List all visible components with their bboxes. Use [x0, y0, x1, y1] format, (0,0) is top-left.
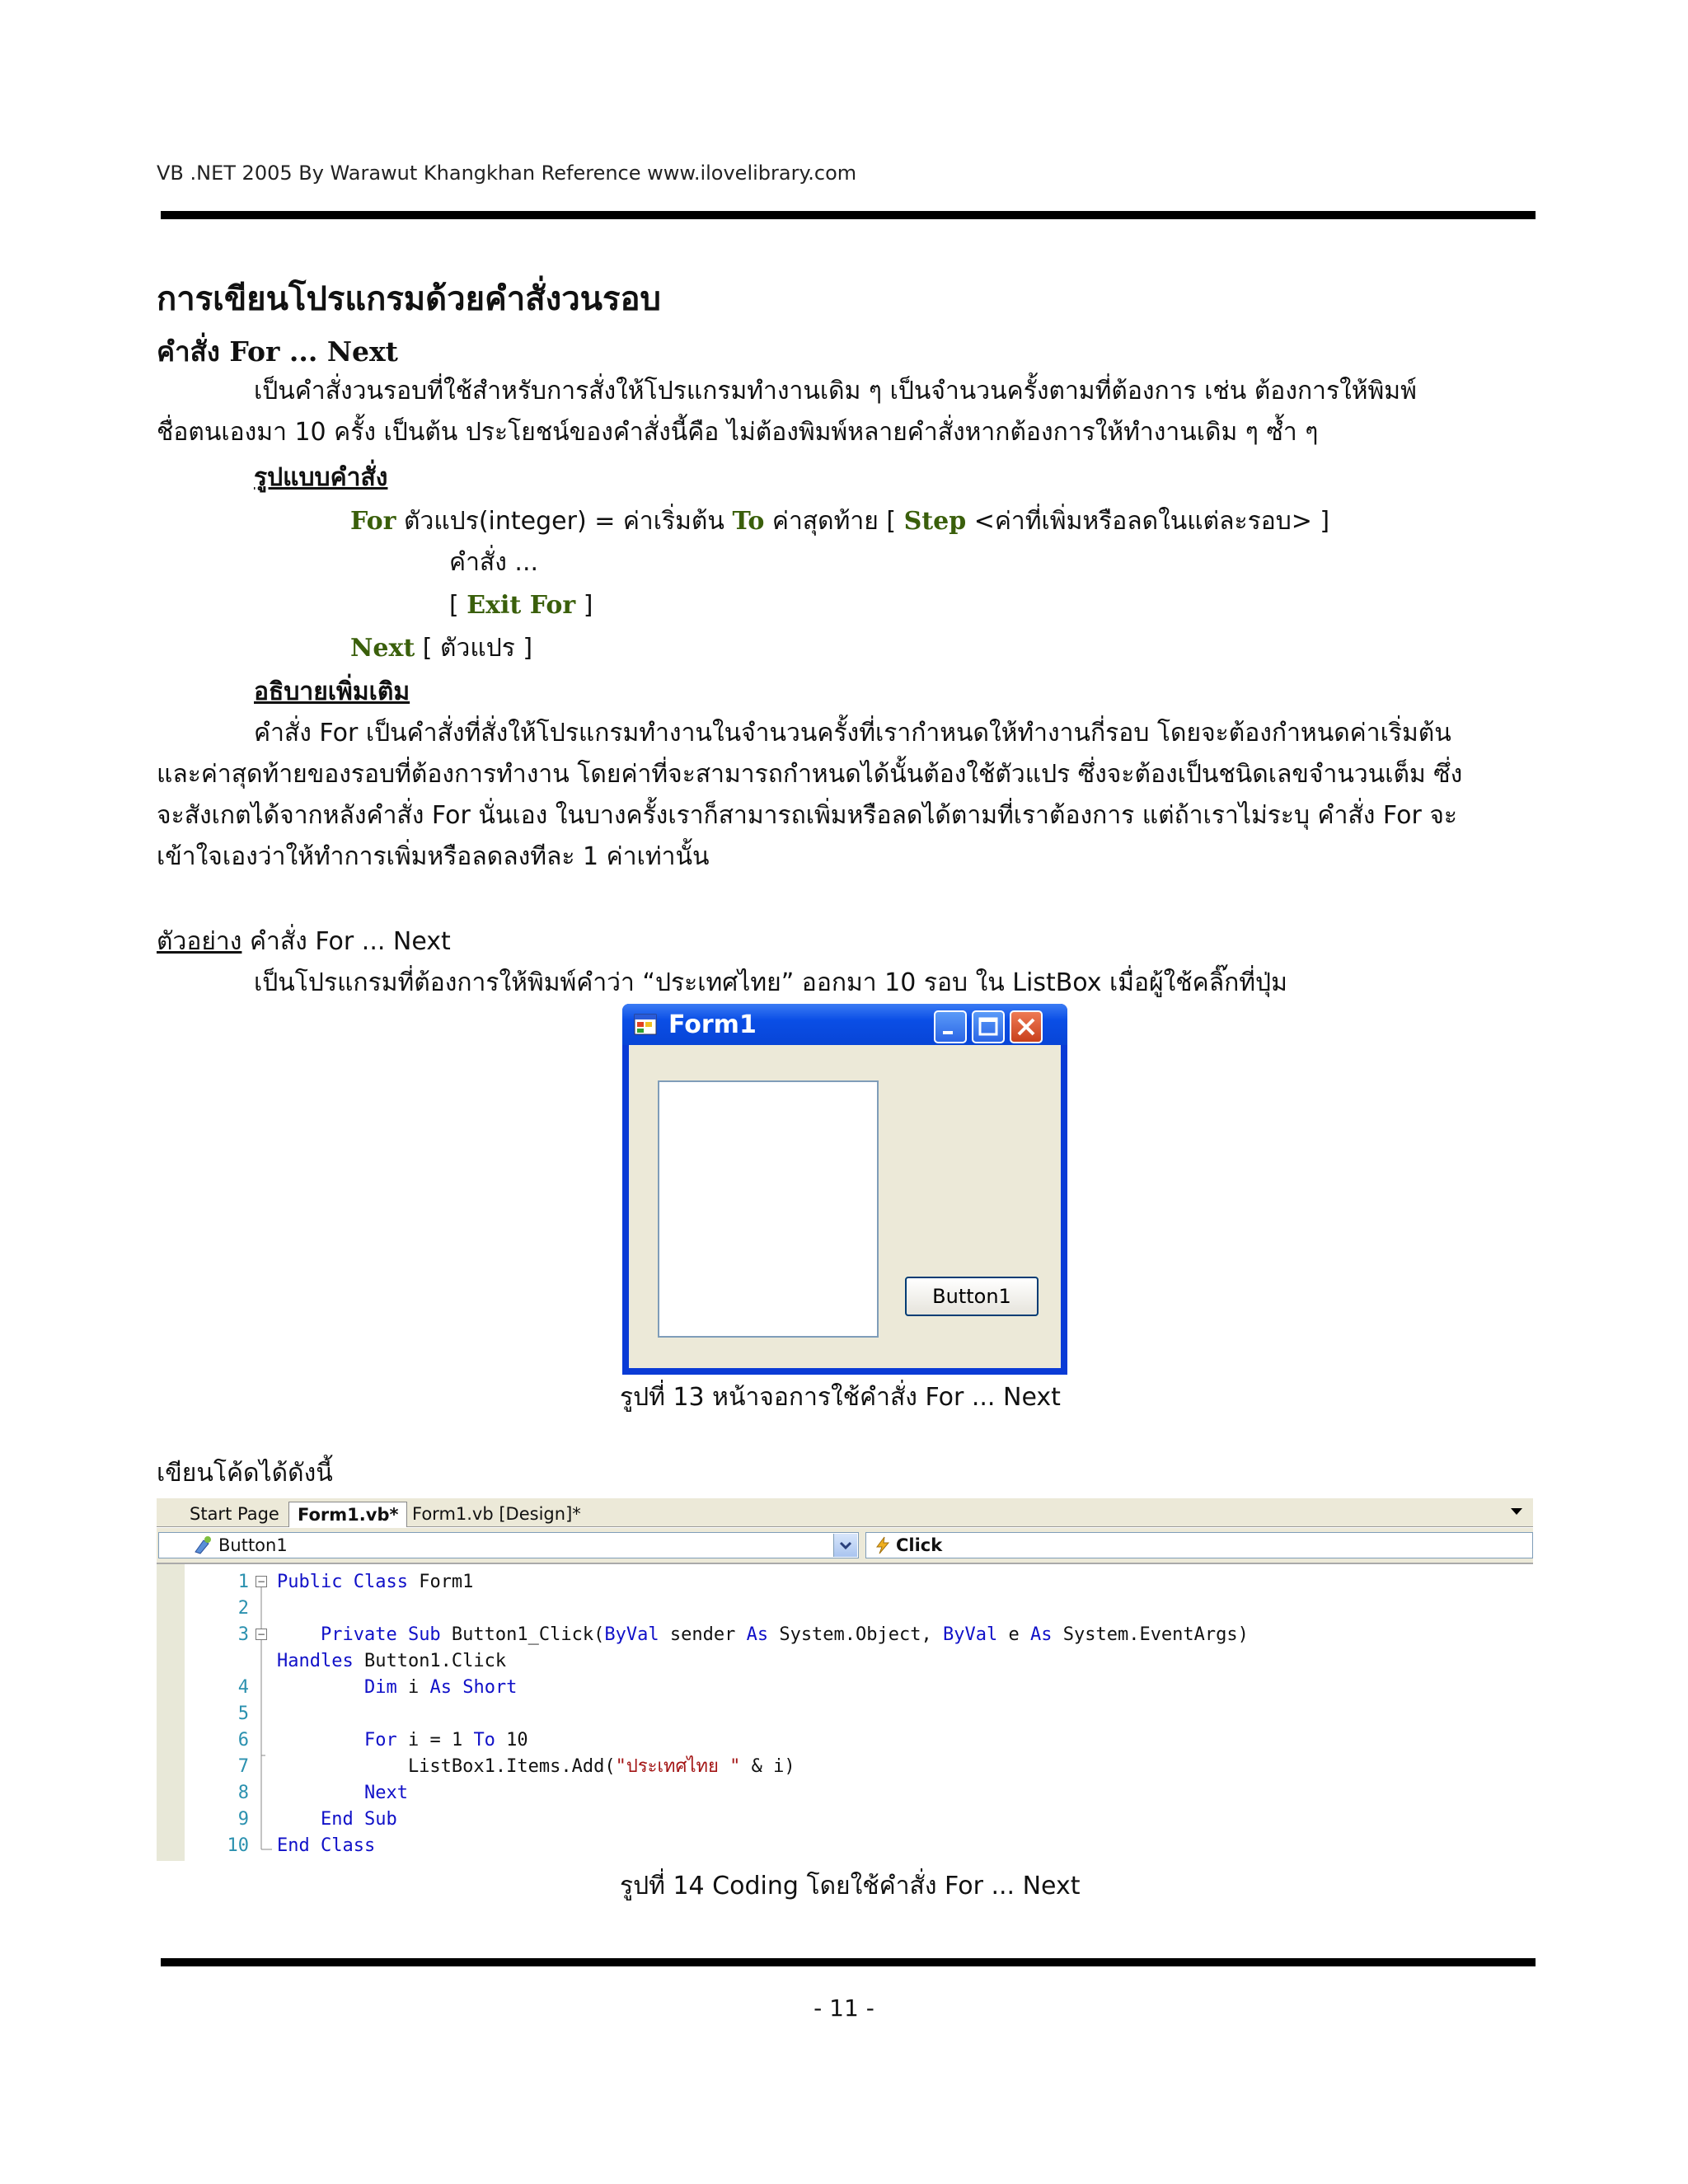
syntax-next-line	[350, 628, 532, 669]
form1-titlebar[interactable]	[622, 1004, 1067, 1045]
page-header: VB .NET 2005 By Warawut Khangkhan Reference www.ilovelibrary.com	[157, 162, 857, 185]
line-number: 9	[237, 1809, 249, 1830]
for-keyword: For	[350, 507, 396, 536]
line-number: 5	[237, 1704, 249, 1724]
code-editor	[157, 1498, 1533, 1861]
subsection-prefix: คำสั่ง	[157, 335, 220, 368]
listbox1[interactable]	[658, 1080, 879, 1338]
tab-form1-vb[interactable]: Form1.vb*	[288, 1502, 407, 1527]
code-token: e	[997, 1624, 1030, 1645]
object-combo-dropdown-button[interactable]	[833, 1534, 857, 1557]
minimize-icon	[935, 1012, 965, 1042]
code-token: System.Object,	[768, 1624, 943, 1645]
code-keyword: Private Sub	[320, 1624, 441, 1645]
code-keyword: Handles	[277, 1651, 354, 1671]
chevron-down-icon	[834, 1534, 857, 1557]
exit-for-keyword: Exit For	[467, 591, 576, 620]
exit-close: ]	[575, 591, 593, 620]
example-rest: คำสั่ง For ... Next	[241, 927, 451, 956]
syntax-for-part2: ค่าสุดท้าย [	[764, 507, 904, 536]
syntax-heading: รูปแบบคำสั่ง	[254, 463, 388, 492]
code-token	[277, 1809, 321, 1830]
code-token: Button1.Click	[353, 1651, 507, 1671]
to-keyword: To	[732, 507, 765, 536]
form-app-icon	[634, 1014, 657, 1035]
event-combo[interactable]	[865, 1532, 1533, 1558]
code-token	[277, 1624, 321, 1645]
syntax-exit-line	[449, 585, 593, 626]
code-token	[277, 1677, 364, 1698]
line-number: 10	[227, 1835, 249, 1856]
code-token	[277, 1730, 364, 1750]
editor-dropdown-bar	[157, 1528, 1533, 1564]
line-number: 3	[237, 1624, 249, 1645]
form1-title: Form1	[668, 1010, 757, 1039]
code-text	[277, 1675, 517, 1701]
code-text	[277, 1754, 795, 1780]
collapse-sub-icon[interactable]: −	[256, 1629, 266, 1640]
collapse-class-icon[interactable]: −	[256, 1576, 266, 1587]
explain-heading: อธิบายเพิ่มเติม	[254, 677, 410, 706]
object-combo[interactable]	[158, 1532, 859, 1558]
editor-tab-bar	[157, 1498, 1533, 1527]
event-combo-value: Click	[896, 1535, 943, 1555]
syntax-for-part3: <ค่าที่เพิ่มหรือลดในแต่ละรอบ> ]	[966, 507, 1330, 536]
code-intro: เขียนโค้ดได้ดังนี้	[157, 1459, 333, 1488]
code-text	[277, 1780, 408, 1807]
form1-client-area	[629, 1045, 1061, 1368]
figure-13-caption: รูปที่ 13 หน้าจอการใช้คำสั่ง For ... Next	[620, 1383, 1061, 1412]
code-token: & i)	[740, 1756, 795, 1777]
code-token: i	[396, 1677, 430, 1698]
code-text	[277, 1648, 506, 1675]
syntax-for-line	[350, 501, 1329, 542]
explain-line-1: คำสั่ง For เป็นคำสั่งที่สั่งให้โปรแกรมทำงานในจำนวนครั้งที่เรากำหนดให้ทำงานกี่รอบ โดยจะต้องกำหนดค่าเริ่มต้น	[254, 719, 1451, 748]
code-text	[277, 1727, 528, 1754]
syntax-body: คำสั่ง ...	[449, 548, 539, 577]
line-number: 4	[237, 1677, 249, 1698]
code-text	[277, 1807, 397, 1833]
code-text	[277, 1833, 375, 1859]
tab-form1-design[interactable]: Form1.vb [Design]*	[412, 1504, 581, 1524]
intro-line-1: เป็นคำสั่งวนรอบที่ใช้สำหรับการสั่งให้โปรแกรมทำงานเดิม ๆ เป็นจำนวนครั้งตามที่ต้องการ เช่น ต้องการให้พิมพ์	[254, 377, 1417, 405]
explain-line-3: จะสังเกตได้จากหลังคำสั่ง For นั่นเอง ในบางครั้งเราก็สามารถเพิ่มหรือลดได้ตามที่เราต้องการ แต่ถ้าเราไม่ระบุ คำสั่ง For จะ	[157, 801, 1458, 830]
code-keyword: Next	[363, 1783, 408, 1803]
code-token: Form1	[407, 1572, 474, 1592]
code-keyword: ByVal	[943, 1624, 998, 1645]
close-button[interactable]	[1010, 1010, 1043, 1043]
code-keyword: End Class	[277, 1835, 376, 1856]
code-token: System.EventArgs)	[1052, 1624, 1249, 1645]
tab-menu-chevron-icon[interactable]	[1510, 1507, 1523, 1516]
example-description: เป็นโปรแกรมที่ต้องการให้พิมพ์คำว่า “ประเทศไทย” ออกมา 10 รอบ ใน ListBox เมื่อผู้ใช้คลิ๊กที่ปุ่ม	[254, 968, 1287, 997]
line-number: 6	[237, 1730, 249, 1750]
code-keyword: Dim	[363, 1677, 397, 1698]
section-title: การเขียนโปรแกรมด้วยคำสั่งวนรอบ	[157, 280, 661, 318]
code-token: sender	[659, 1624, 747, 1645]
code-keyword: To	[473, 1730, 495, 1750]
subsection-title	[157, 330, 398, 373]
code-token	[277, 1783, 364, 1803]
figure-14-caption: รูปที่ 14 Coding โดยใช้คำสั่ง For ... Next	[620, 1872, 1081, 1900]
next-keyword: Next	[350, 634, 415, 663]
syntax-next-rest: [ ตัวแปร ]	[415, 634, 533, 663]
page-number: - 11 -	[814, 1994, 874, 2022]
close-icon	[1011, 1012, 1041, 1042]
explain-line-4: เข้าใจเองว่าให้ทำการเพิ่มหรือลดลงทีละ 1 ค่าเท่านั้น	[157, 842, 710, 871]
exit-open: [	[449, 591, 467, 620]
line-number: 7	[237, 1756, 249, 1777]
code-keyword: As	[1029, 1624, 1053, 1645]
code-token: 10	[495, 1730, 528, 1750]
object-combo-value: Button1	[218, 1535, 288, 1555]
maximize-button[interactable]	[972, 1010, 1005, 1043]
footer-rule	[161, 1958, 1536, 1966]
syntax-for-part1: ตัวแปร(integer) = ค่าเริ่มต้น	[396, 507, 733, 536]
code-keyword: For	[363, 1730, 397, 1750]
maximize-icon	[973, 1012, 1003, 1042]
example-line	[157, 921, 451, 963]
code-keyword: ByVal	[604, 1624, 659, 1645]
button1[interactable]: Button1	[905, 1277, 1039, 1316]
line-number: 8	[237, 1783, 249, 1803]
control-icon	[192, 1535, 213, 1555]
example-label: ตัวอย่าง	[157, 927, 242, 956]
step-keyword: Step	[903, 507, 967, 536]
tab-start-page[interactable]: Start Page	[190, 1504, 279, 1524]
code-keyword: As Short	[429, 1677, 518, 1698]
code-token: ListBox1.Items.Add(	[277, 1756, 616, 1777]
explain-line-2: และค่าสุดท้ายของรอบที่ต้องการทำงาน โดยค่าที่จะสามารถกำหนดได้นั้นต้องใช้ตัวแปร ซึ่งจะต้องเป็นชนิดเลขจำนวนเต็ม ซึ่ง	[157, 760, 1463, 789]
form1-window	[622, 1004, 1067, 1375]
code-keyword: Public Class	[277, 1572, 408, 1592]
code-text	[277, 1569, 473, 1596]
line-number: 2	[237, 1598, 249, 1619]
code-keyword: End Sub	[320, 1809, 397, 1830]
line-number: 1	[237, 1572, 249, 1592]
subsection-name: For ... Next	[229, 335, 398, 368]
lightning-icon	[874, 1536, 891, 1554]
header-rule	[161, 211, 1536, 219]
code-string: "ประเทศไทย "	[615, 1756, 741, 1777]
code-text	[277, 1622, 1249, 1648]
code-token: Button1_Click(	[440, 1624, 605, 1645]
minimize-button[interactable]	[934, 1010, 967, 1043]
intro-line-2: ชื่อตนเองมา 10 ครั้ง เป็นต้น ประโยชน์ของคำสั่งนี้คือ ไม่ต้องพิมพ์หลายคำสั่งหากต้องการให้ทำงานเดิม ๆ ซ้ำ ๆ	[157, 418, 1319, 447]
code-keyword: As	[746, 1624, 769, 1645]
code-token: i = 1	[396, 1730, 474, 1750]
